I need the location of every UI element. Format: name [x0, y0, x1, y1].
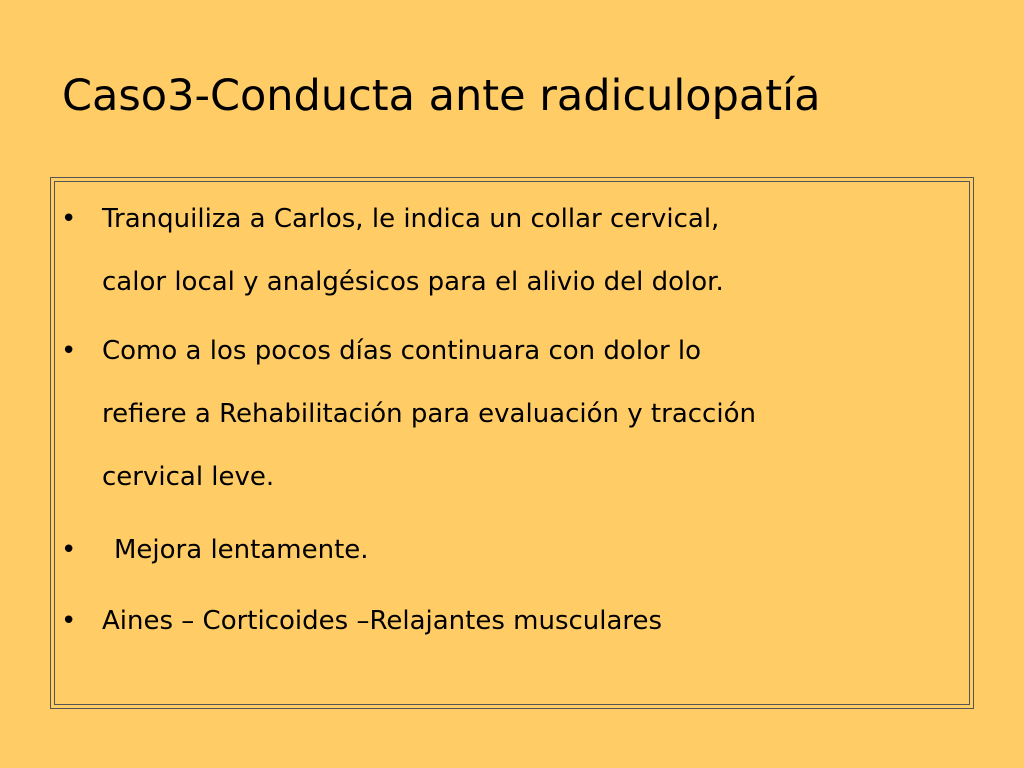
bullet-icon: • — [61, 535, 77, 565]
content-frame — [50, 177, 974, 709]
bullet-text — [102, 320, 965, 509]
bullet-text — [114, 519, 965, 582]
bullet-icon: • — [61, 606, 77, 636]
bullet-text — [102, 590, 965, 653]
bullet-icon: • — [61, 336, 77, 366]
bullet-text — [102, 188, 965, 314]
bullet-line: cervical leve. — [102, 462, 275, 492]
bullet-icon: • — [61, 204, 77, 234]
bullet-line: calor local y analgésicos para el alivio del dolor. — [102, 267, 724, 297]
bullet-line: Como a los pocos días continuara con dolor lo — [102, 336, 702, 366]
bullet-line: Aines – Corticoides –Relajantes musculares — [102, 606, 663, 636]
bullet-list — [51, 178, 973, 708]
slide-title: Caso3-Conducta ante radiculopatía — [62, 71, 821, 121]
bullet-line: Tranquiliza a Carlos, le indica un collar cervical, — [102, 204, 720, 234]
bullet-line: refiere a Rehabilitación para evaluación y tracción — [102, 399, 756, 429]
bullet-line: Mejora lentamente. — [114, 535, 369, 565]
